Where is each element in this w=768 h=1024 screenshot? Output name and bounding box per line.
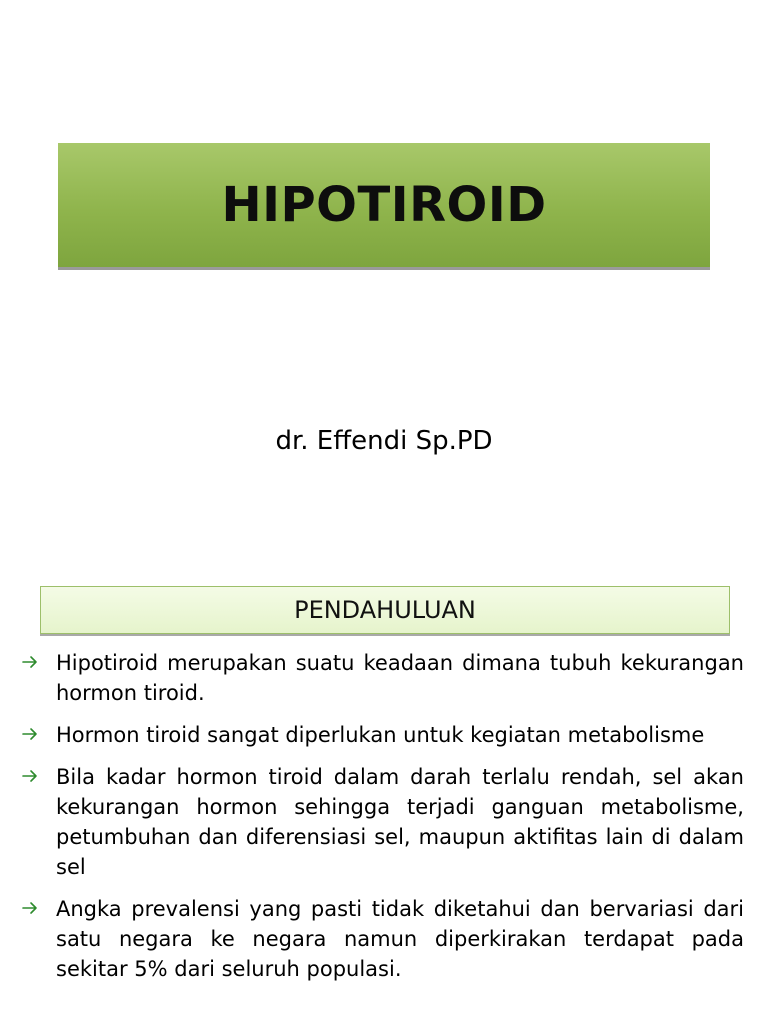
title-banner (58, 143, 710, 267)
slide-title: HIPOTIROID (221, 177, 547, 233)
list-item (22, 720, 744, 750)
bullet-list (22, 648, 744, 996)
arrow-right-icon (22, 720, 56, 748)
section-heading: PENDAHULUAN (294, 596, 476, 624)
list-item (22, 648, 744, 708)
arrow-right-icon (22, 648, 56, 676)
list-item (22, 762, 744, 882)
section-heading-banner (40, 586, 730, 634)
list-item (22, 894, 744, 984)
arrow-right-icon (22, 894, 56, 922)
bullet-text: Bila kadar hormon tiroid dalam darah terlalu rendah, sel akan kekurangan hormon sehingga terjadi ganguan metabolisme, petumbuhan dan diferensiasi sel, maupun aktifitas lain di dalam sel (56, 765, 744, 879)
bullet-text: Hormon tiroid sangat diperlukan untuk kegiatan metabolisme (56, 723, 705, 747)
bullet-text: Hipotiroid merupakan suatu keadaan dimana tubuh kekurangan hormon tiroid. (56, 651, 744, 705)
bullet-text: Angka prevalensi yang pasti tidak diketahui dan bervariasi dari satu negara ke negara namun diperkirakan terdapat pada sekitar 5% dari seluruh populasi. (56, 897, 744, 981)
arrow-right-icon (22, 762, 56, 790)
author-name: dr. Effendi Sp.PD (275, 426, 493, 456)
